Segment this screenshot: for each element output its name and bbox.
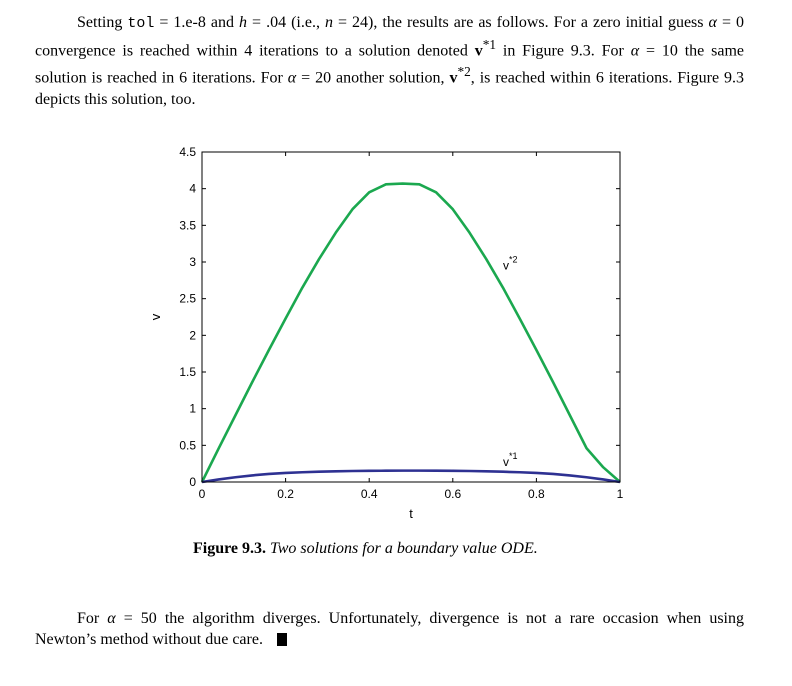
text-run: , is reached within 6 iterations. Figure 9.3 depicts this solution, too. (35, 69, 745, 108)
text-run: Setting (77, 14, 128, 31)
y-tick-label: 3.5 (179, 218, 196, 233)
figure-plot (140, 140, 640, 525)
text-run: = 50 the algorithm diverges. Unfortunately, divergence is not a rare occasion when using Newton’s method without due care. (35, 610, 744, 648)
math-h: h (239, 14, 248, 31)
axis-ticks (202, 152, 620, 482)
x-tick-label: 0.4 (360, 487, 378, 501)
text-run: = 0 convergence is reached within 4 iterations to a solution denoted (35, 14, 744, 60)
y-tick-label: 1.5 (179, 365, 196, 379)
x-tick-label: 1 (616, 487, 624, 501)
text-run: For (77, 610, 108, 627)
math-alpha: α (107, 610, 116, 627)
text-run: in Figure 9.3. For (496, 42, 631, 60)
tick-labels (179, 145, 623, 501)
math-v: v (449, 69, 458, 87)
series-line-v1 (202, 471, 620, 482)
text-run: = 1.e-8 and (154, 14, 240, 31)
math-alpha: α (287, 69, 297, 87)
code-tol: tol (127, 15, 155, 32)
math-v: v (474, 42, 483, 60)
figure-caption (193, 540, 538, 558)
text-run: = .04 (i.e., (247, 14, 325, 31)
plot-frame (202, 152, 620, 482)
y-tick-label: 0.5 (179, 438, 196, 453)
x-tick-label: 0.6 (444, 487, 462, 501)
x-tick-label: 0.2 (277, 487, 294, 501)
series-line-v2 (202, 184, 620, 482)
caption-label: Figure 9.3. (193, 540, 267, 557)
y-tick-label: 1 (189, 401, 196, 416)
y-tick-label: 2.5 (179, 291, 196, 306)
text-run: = 10 the same solution is reached in 6 iterations. For (35, 42, 745, 87)
paragraph-divergence (35, 608, 744, 650)
series-annotation: $v^{*1}$ (502, 450, 518, 469)
y-tick-label: 2 (189, 328, 196, 343)
paragraph-intro (35, 12, 744, 110)
qed-icon (277, 633, 287, 646)
math-alpha: α (630, 42, 640, 60)
series-annotation: $v^{*2}$ (502, 254, 518, 273)
x-tick-label: 0 (198, 487, 206, 501)
y-tick-label: 4.5 (179, 145, 196, 159)
y-tick-label: 0 (189, 475, 196, 489)
y-tick-label: 4 (189, 181, 196, 196)
series-layer (202, 184, 620, 482)
math-sup: *1 (482, 37, 497, 52)
text-run: = 20 another solution, (296, 69, 450, 87)
math-n: n (325, 14, 333, 31)
caption-text: Two solutions for a boundary value ODE. (270, 540, 538, 557)
annotations (503, 254, 518, 469)
math-alpha: α (708, 14, 717, 31)
y-tick-label: 3 (189, 255, 196, 269)
math-sup: *2 (457, 64, 471, 80)
x-axis-label: t (409, 506, 413, 521)
y-axis-label: v (148, 313, 163, 321)
x-tick-label: 0.8 (528, 487, 545, 501)
text-run: = 24), the results are as follows. For a zero initial guess (333, 14, 709, 31)
